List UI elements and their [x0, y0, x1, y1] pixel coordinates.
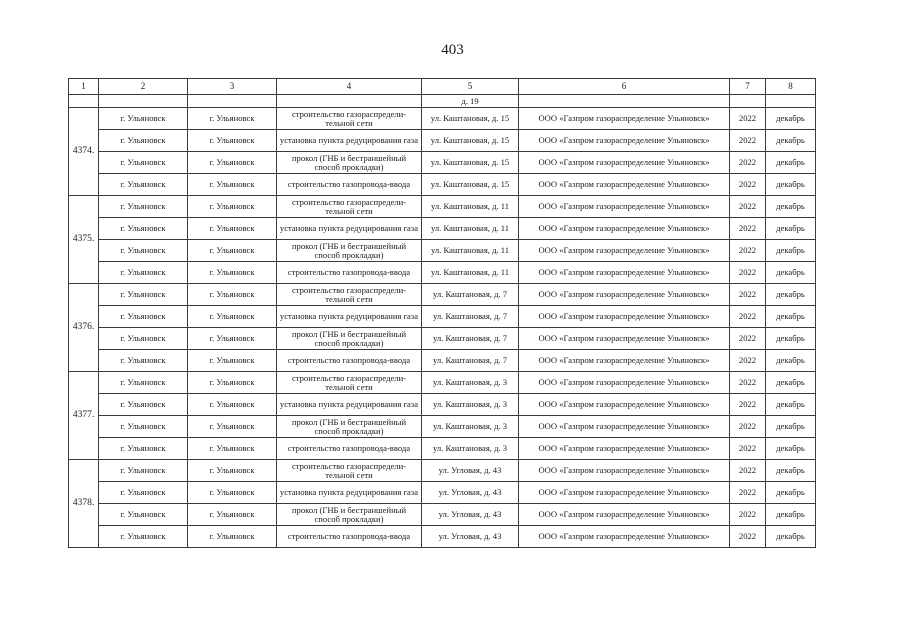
- table-row: [69, 372, 816, 394]
- cell-work-type: установка пункта редуцирования газа: [277, 482, 422, 504]
- cell-municipality: г. Ульяновск: [188, 350, 277, 372]
- cell-settlement: г. Ульяновск: [99, 350, 188, 372]
- table-row: [69, 350, 816, 372]
- cell-month: декабрь: [766, 416, 816, 438]
- cell-organization: ООО «Газпром газораспределение Ульяновск»: [519, 460, 730, 482]
- cell-municipality: г. Ульяновск: [188, 394, 277, 416]
- column-header: 4: [277, 79, 422, 95]
- column-header: 2: [99, 79, 188, 95]
- cell-organization: ООО «Газпром газораспределение Ульяновск»: [519, 416, 730, 438]
- table-row: [69, 416, 816, 438]
- cell-month: декабрь: [766, 196, 816, 218]
- cell-address: ул. Угловая, д. 43: [422, 482, 519, 504]
- cell-organization: ООО «Газпром газораспределение Ульяновск»: [519, 108, 730, 130]
- table-row: [69, 108, 816, 130]
- table-row: [69, 438, 816, 460]
- cell-municipality: г. Ульяновск: [188, 328, 277, 350]
- cell-work-type: установка пункта редуцирования газа: [277, 130, 422, 152]
- cell-settlement: г. Ульяновск: [99, 526, 188, 548]
- cell-month: декабрь: [766, 526, 816, 548]
- cell-month: декабрь: [766, 152, 816, 174]
- cell-settlement: г. Ульяновск: [99, 394, 188, 416]
- cell-municipality: г. Ульяновск: [188, 504, 277, 526]
- cell-settlement: г. Ульяновск: [99, 108, 188, 130]
- table-row: [69, 262, 816, 284]
- cell-year: 2022: [730, 372, 766, 394]
- cell-year: 2022: [730, 152, 766, 174]
- cell-work-type: строительство газопровода-ввода: [277, 526, 422, 548]
- cell-settlement: г. Ульяновск: [99, 174, 188, 196]
- cell-year: 2022: [730, 284, 766, 306]
- table-row: [69, 240, 816, 262]
- table-row: [69, 196, 816, 218]
- table-row: [69, 306, 816, 328]
- cell-month: декабрь: [766, 438, 816, 460]
- cell-address: ул. Каштановая, д. 3: [422, 416, 519, 438]
- cell-work-type: прокол (ГНБ и бестраншейный способ прокладки): [277, 240, 422, 262]
- cell-month: декабрь: [766, 482, 816, 504]
- cell-organization: ООО «Газпром газораспределение Ульяновск»: [519, 284, 730, 306]
- cell-month: декабрь: [766, 174, 816, 196]
- cell-address: ул. Каштановая, д. 7: [422, 328, 519, 350]
- cell-organization: ООО «Газпром газораспределение Ульяновск»: [519, 262, 730, 284]
- cell-settlement: г. Ульяновск: [99, 284, 188, 306]
- cell-municipality: г. Ульяновск: [188, 482, 277, 504]
- cell-item-number: 4378.: [69, 460, 99, 548]
- cell-organization: ООО «Газпром газораспределение Ульяновск»: [519, 152, 730, 174]
- cell-month: декабрь: [766, 328, 816, 350]
- cell-municipality: г. Ульяновск: [188, 526, 277, 548]
- cell-municipality: г. Ульяновск: [188, 240, 277, 262]
- cell-item-number: 4374.: [69, 108, 99, 196]
- cell-year: 2022: [730, 394, 766, 416]
- table-row: [69, 130, 816, 152]
- table-row: [69, 174, 816, 196]
- cell-year: 2022: [730, 262, 766, 284]
- cell-work-type: прокол (ГНБ и бестраншейный способ прокладки): [277, 504, 422, 526]
- column-header: 5: [422, 79, 519, 95]
- cell-month: декабрь: [766, 394, 816, 416]
- cell-address: ул. Каштановая, д. 11: [422, 240, 519, 262]
- cell-organization: ООО «Газпром газораспределение Ульяновск»: [519, 306, 730, 328]
- cell-address: ул. Каштановая, д. 15: [422, 108, 519, 130]
- table-row: [69, 482, 816, 504]
- cell-organization: ООО «Газпром газораспределение Ульяновск»: [519, 130, 730, 152]
- cell-month: декабрь: [766, 130, 816, 152]
- cell-work-type: установка пункта редуцирования газа: [277, 394, 422, 416]
- cell-year: 2022: [730, 416, 766, 438]
- cell-work-type: прокол (ГНБ и бестраншейный способ прокладки): [277, 416, 422, 438]
- cell-year: 2022: [730, 196, 766, 218]
- cell-settlement: г. Ульяновск: [99, 504, 188, 526]
- cell-work-type: строительство газораспредели-тельной сети: [277, 460, 422, 482]
- cell-work-type: установка пункта редуцирования газа: [277, 306, 422, 328]
- column-header: 6: [519, 79, 730, 95]
- cell-municipality: г. Ульяновск: [188, 130, 277, 152]
- table-row: [69, 526, 816, 548]
- cell-organization: ООО «Газпром газораспределение Ульяновск»: [519, 328, 730, 350]
- page-number: 403: [441, 42, 464, 58]
- cell-address: ул. Каштановая, д. 7: [422, 284, 519, 306]
- cell-year: 2022: [730, 526, 766, 548]
- cell-empty: [277, 95, 422, 108]
- cell-year: 2022: [730, 482, 766, 504]
- cell-item-number: 4375.: [69, 196, 99, 284]
- cell-municipality: г. Ульяновск: [188, 152, 277, 174]
- cell-settlement: г. Ульяновск: [99, 372, 188, 394]
- cell-month: декабрь: [766, 218, 816, 240]
- cell-settlement: г. Ульяновск: [99, 416, 188, 438]
- cell-empty: [99, 95, 188, 108]
- cell-municipality: г. Ульяновск: [188, 460, 277, 482]
- cell-organization: ООО «Газпром газораспределение Ульяновск»: [519, 482, 730, 504]
- column-header: 3: [188, 79, 277, 95]
- cell-settlement: г. Ульяновск: [99, 240, 188, 262]
- column-header: 1: [69, 79, 99, 95]
- header-row: [69, 79, 816, 95]
- cell-address: ул. Каштановая, д. 11: [422, 218, 519, 240]
- cell-work-type: строительство газораспредели-тельной сети: [277, 108, 422, 130]
- cell-month: декабрь: [766, 350, 816, 372]
- cell-address: ул. Каштановая, д. 3: [422, 372, 519, 394]
- cell-municipality: г. Ульяновск: [188, 218, 277, 240]
- cell-year: 2022: [730, 240, 766, 262]
- table-row: [69, 328, 816, 350]
- cell-year: 2022: [730, 218, 766, 240]
- cell-address: д. 19: [422, 95, 519, 108]
- cell-year: 2022: [730, 174, 766, 196]
- cell-empty: [519, 95, 730, 108]
- cell-municipality: г. Ульяновск: [188, 174, 277, 196]
- cell-year: 2022: [730, 306, 766, 328]
- cell-month: декабрь: [766, 108, 816, 130]
- cell-municipality: г. Ульяновск: [188, 262, 277, 284]
- column-header: 7: [730, 79, 766, 95]
- cell-month: декабрь: [766, 306, 816, 328]
- cell-empty: [730, 95, 766, 108]
- cell-settlement: г. Ульяновск: [99, 460, 188, 482]
- cell-organization: ООО «Газпром газораспределение Ульяновск»: [519, 196, 730, 218]
- registry-table: [68, 78, 816, 548]
- cell-work-type: строительство газопровода-ввода: [277, 350, 422, 372]
- cell-address: ул. Каштановая, д. 15: [422, 174, 519, 196]
- table-row: [69, 152, 816, 174]
- cell-month: декабрь: [766, 240, 816, 262]
- cell-address: ул. Каштановая, д. 3: [422, 394, 519, 416]
- cell-work-type: строительство газопровода-ввода: [277, 262, 422, 284]
- cell-organization: ООО «Газпром газораспределение Ульяновск»: [519, 240, 730, 262]
- cell-municipality: г. Ульяновск: [188, 108, 277, 130]
- cell-settlement: г. Ульяновск: [99, 306, 188, 328]
- cell-work-type: строительство газопровода-ввода: [277, 174, 422, 196]
- cell-empty: [766, 95, 816, 108]
- cell-work-type: строительство газопровода-ввода: [277, 438, 422, 460]
- cell-address: ул. Каштановая, д. 15: [422, 130, 519, 152]
- cell-settlement: г. Ульяновск: [99, 262, 188, 284]
- cell-organization: ООО «Газпром газораспределение Ульяновск»: [519, 350, 730, 372]
- table-row: [69, 394, 816, 416]
- cell-address: ул. Угловая, д. 43: [422, 460, 519, 482]
- table-row: [69, 460, 816, 482]
- cell-settlement: г. Ульяновск: [99, 218, 188, 240]
- cell-organization: ООО «Газпром газораспределение Ульяновск»: [519, 438, 730, 460]
- cell-municipality: г. Ульяновск: [188, 284, 277, 306]
- cell-empty: [188, 95, 277, 108]
- cell-settlement: г. Ульяновск: [99, 482, 188, 504]
- table-row: [69, 218, 816, 240]
- cell-settlement: г. Ульяновск: [99, 438, 188, 460]
- cell-year: 2022: [730, 460, 766, 482]
- cell-address: ул. Каштановая, д. 7: [422, 350, 519, 372]
- cell-work-type: строительство газораспредели-тельной сети: [277, 372, 422, 394]
- cell-work-type: прокол (ГНБ и бестраншейный способ прокладки): [277, 152, 422, 174]
- cell-year: 2022: [730, 130, 766, 152]
- cell-month: декабрь: [766, 372, 816, 394]
- cell-year: 2022: [730, 350, 766, 372]
- cell-year: 2022: [730, 504, 766, 526]
- cell-year: 2022: [730, 438, 766, 460]
- continuation-row: [69, 95, 816, 108]
- cell-item-number: 4376.: [69, 284, 99, 372]
- cell-address: ул. Угловая, д. 43: [422, 504, 519, 526]
- cell-work-type: прокол (ГНБ и бестраншейный способ прокладки): [277, 328, 422, 350]
- cell-item-number: 4377.: [69, 372, 99, 460]
- cell-work-type: установка пункта редуцирования газа: [277, 218, 422, 240]
- table-row: [69, 284, 816, 306]
- cell-address: ул. Каштановая, д. 11: [422, 196, 519, 218]
- cell-work-type: строительство газораспредели-тельной сети: [277, 284, 422, 306]
- cell-organization: ООО «Газпром газораспределение Ульяновск»: [519, 218, 730, 240]
- column-header: 8: [766, 79, 816, 95]
- cell-address: ул. Каштановая, д. 7: [422, 306, 519, 328]
- cell-municipality: г. Ульяновск: [188, 372, 277, 394]
- cell-month: декабрь: [766, 504, 816, 526]
- cell-organization: ООО «Газпром газораспределение Ульяновск»: [519, 372, 730, 394]
- cell-year: 2022: [730, 328, 766, 350]
- cell-address: ул. Каштановая, д. 3: [422, 438, 519, 460]
- cell-empty: [69, 95, 99, 108]
- cell-month: декабрь: [766, 262, 816, 284]
- cell-municipality: г. Ульяновск: [188, 196, 277, 218]
- cell-settlement: г. Ульяновск: [99, 196, 188, 218]
- cell-municipality: г. Ульяновск: [188, 438, 277, 460]
- cell-organization: ООО «Газпром газораспределение Ульяновск»: [519, 174, 730, 196]
- cell-settlement: г. Ульяновск: [99, 152, 188, 174]
- cell-organization: ООО «Газпром газораспределение Ульяновск»: [519, 394, 730, 416]
- cell-work-type: строительство газораспредели-тельной сети: [277, 196, 422, 218]
- cell-municipality: г. Ульяновск: [188, 306, 277, 328]
- cell-address: ул. Каштановая, д. 11: [422, 262, 519, 284]
- cell-organization: ООО «Газпром газораспределение Ульяновск»: [519, 526, 730, 548]
- cell-municipality: г. Ульяновск: [188, 416, 277, 438]
- cell-settlement: г. Ульяновск: [99, 130, 188, 152]
- cell-organization: ООО «Газпром газораспределение Ульяновск»: [519, 504, 730, 526]
- cell-address: ул. Угловая, д. 43: [422, 526, 519, 548]
- cell-year: 2022: [730, 108, 766, 130]
- cell-settlement: г. Ульяновск: [99, 328, 188, 350]
- cell-month: декабрь: [766, 284, 816, 306]
- cell-month: декабрь: [766, 460, 816, 482]
- cell-address: ул. Каштановая, д. 15: [422, 152, 519, 174]
- table-row: [69, 504, 816, 526]
